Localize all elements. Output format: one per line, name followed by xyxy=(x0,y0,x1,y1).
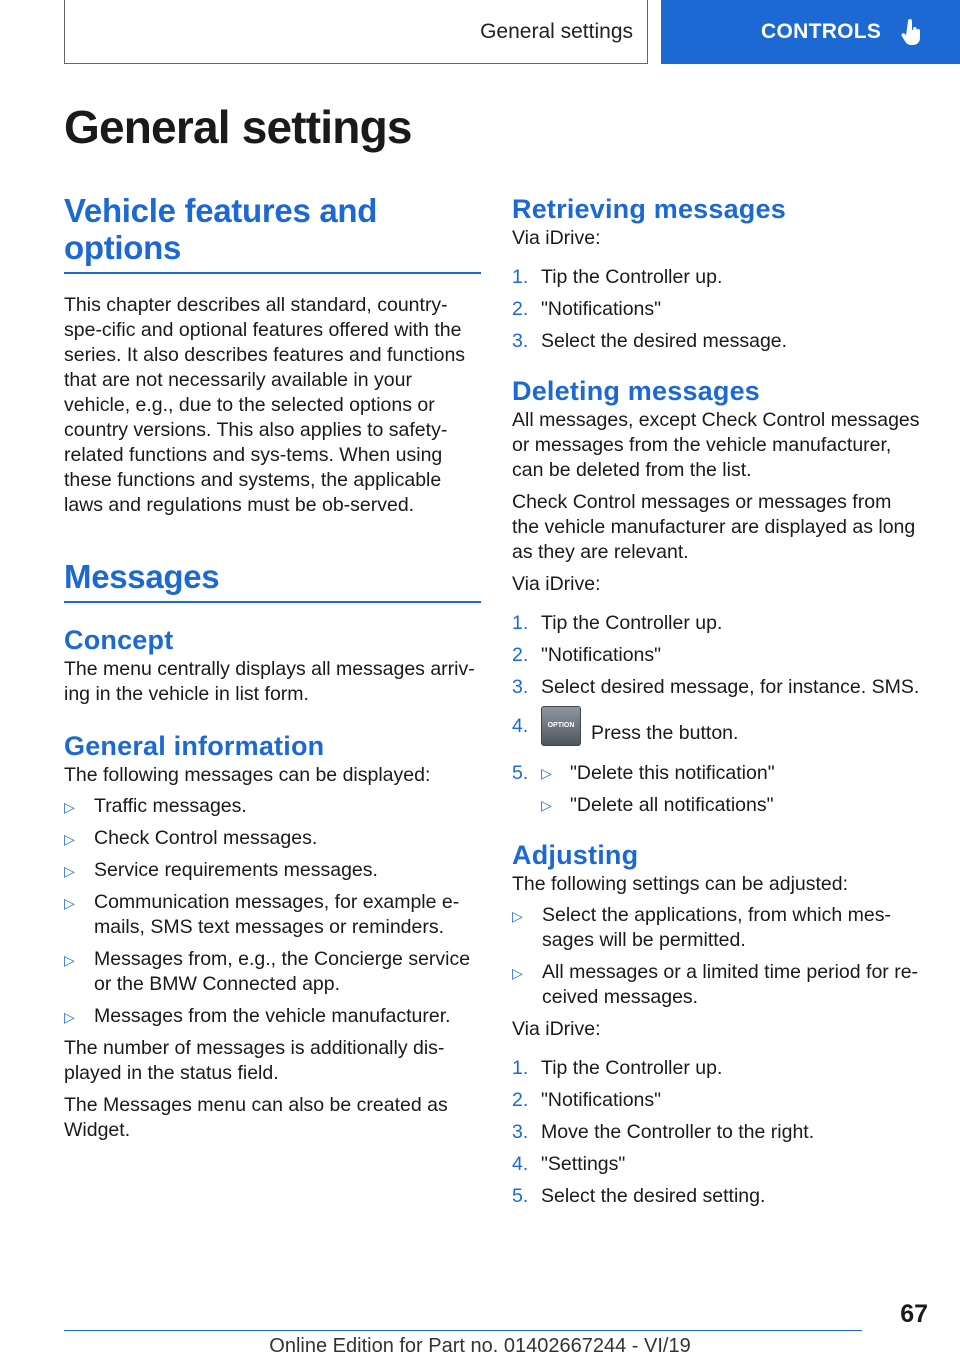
status-field-note: The number of messages is additionally dis-played in the status field. xyxy=(64,1037,445,1084)
list-item: 3. Move the Controller to the right. xyxy=(512,1121,815,1143)
list-item: 5. Select the desired setting. xyxy=(512,1185,766,1207)
adjusting-steps xyxy=(512,1056,922,1209)
list-item: 1. Tip the Controller up. xyxy=(512,266,723,288)
concept-body: The menu centrally displays all messages arriv-ing in the vehicle in list form. xyxy=(64,658,475,705)
option-button-icon: OPTION xyxy=(541,706,581,746)
list-item: 1. Tip the Controller up. xyxy=(512,1057,723,1079)
vehicle-features-title-line2: options xyxy=(64,229,182,266)
list-item: 4. OPTION Press the button. xyxy=(512,714,922,754)
adjusting-intro: The following settings can be adjusted: xyxy=(512,873,849,895)
bullet-marker: ▷ xyxy=(64,895,75,911)
list-item: 3. Select desired message, for instance. SMS. xyxy=(512,676,920,698)
list-item: ▷ Traffic messages. xyxy=(64,794,481,819)
subsection-title-adjusting: Adjusting xyxy=(512,840,639,870)
running-header-section xyxy=(64,0,648,64)
list-item: ▷ All messages or a limited time period for re-ceived messages. xyxy=(512,961,919,1008)
vehicle-features-body: This chapter describes all standard, country-spe-cific and optional features offered with the series. It also describes features and functions that are not necessarily available in your vehicle, e.g., due to the selected options or country versions. This also applies to safety-related functions and sys-tems. When using these functions and systems, the applicable laws and regulations must be ob-served. xyxy=(64,294,466,516)
subsection-title-general-info: General information xyxy=(64,731,325,761)
list-item: 2. "Notifications" xyxy=(512,298,662,320)
adjusting-via: Via iDrive: xyxy=(512,1018,601,1040)
general-info-intro: The following messages can be displayed: xyxy=(64,764,431,786)
bullet-marker: ▷ xyxy=(512,965,523,981)
bullet-marker: ▷ xyxy=(64,863,75,879)
list-item: ▷ Select the applications, from which mes-sages will be permitted. xyxy=(512,904,891,951)
retrieving-via: Via iDrive: xyxy=(512,227,601,249)
list-item: ▷ Messages from, e.g., the Concierge service or the BMW Connected app. xyxy=(64,948,471,995)
deleting-p1: All messages, except Check Control messages or messages from the vehicle manufacturer, can be deleted from the list. xyxy=(512,409,920,481)
section-title-vehicle-features xyxy=(64,192,481,274)
deleting-p2: Check Control messages or messages from the vehicle manufacturer are displayed as long as they are relevant. xyxy=(512,491,916,563)
delete-options-list xyxy=(541,761,922,818)
bullet-marker: ▷ xyxy=(541,797,552,813)
bullet-marker: ▷ xyxy=(64,831,75,847)
footer-rule xyxy=(64,1330,862,1331)
list-item: ▷ Messages from the vehicle manufacturer. xyxy=(64,1004,481,1029)
bullet-marker: ▷ xyxy=(64,952,75,968)
list-item: ▷ "Delete all notifications" xyxy=(541,794,774,816)
adjusting-settings-list xyxy=(512,903,922,1010)
list-item: 1. Tip the Controller up. xyxy=(512,612,723,634)
right-column xyxy=(512,192,922,1209)
widget-note: The Messages menu can also be created as Widget. xyxy=(64,1094,448,1141)
page-number: 67 xyxy=(900,1300,928,1328)
list-item: 4. "Settings" xyxy=(512,1153,626,1175)
message-types-list xyxy=(64,794,481,1029)
bullet-marker: ▷ xyxy=(64,1009,75,1025)
list-item: ▷ Service requirements messages. xyxy=(64,858,481,883)
bullet-marker: ▷ xyxy=(512,908,523,924)
deleting-via: Via iDrive: xyxy=(512,573,601,595)
subsection-title-deleting: Deleting messages xyxy=(512,376,761,406)
pointing-hand-icon xyxy=(901,19,923,45)
section-title-messages: Messages xyxy=(64,558,481,603)
list-item: ▷ Check Control messages. xyxy=(64,826,481,851)
left-column xyxy=(64,192,481,1143)
vehicle-features-title-line1: Vehicle features and xyxy=(64,192,378,229)
header-chapter-label: CONTROLS xyxy=(761,20,882,43)
retrieving-steps xyxy=(512,265,922,354)
bullet-marker: ▷ xyxy=(64,799,75,815)
list-item: ▷ "Delete this notification" xyxy=(541,762,775,784)
running-header-chapter xyxy=(661,0,960,64)
page-title: General settings xyxy=(64,101,412,153)
deleting-steps xyxy=(512,611,922,818)
list-item: 2. "Notifications" xyxy=(512,1089,662,1111)
subsection-title-concept: Concept xyxy=(64,625,174,655)
edition-note: Online Edition for Part no. 01402667244 - VI/19 xyxy=(269,1335,691,1357)
list-item: 2. "Notifications" xyxy=(512,644,662,666)
header-section-label: General settings xyxy=(480,19,633,43)
list-item: 3. Select the desired message. xyxy=(512,330,788,352)
bullet-marker: ▷ xyxy=(541,765,552,781)
subsection-title-retrieving: Retrieving messages xyxy=(512,194,786,224)
list-item: 5. ▷ "Delete this notification" ▷ "Delete all notifications" xyxy=(512,761,922,818)
list-item: ▷ Communication messages, for example e-mails, SMS text messages or reminders. xyxy=(64,891,460,938)
